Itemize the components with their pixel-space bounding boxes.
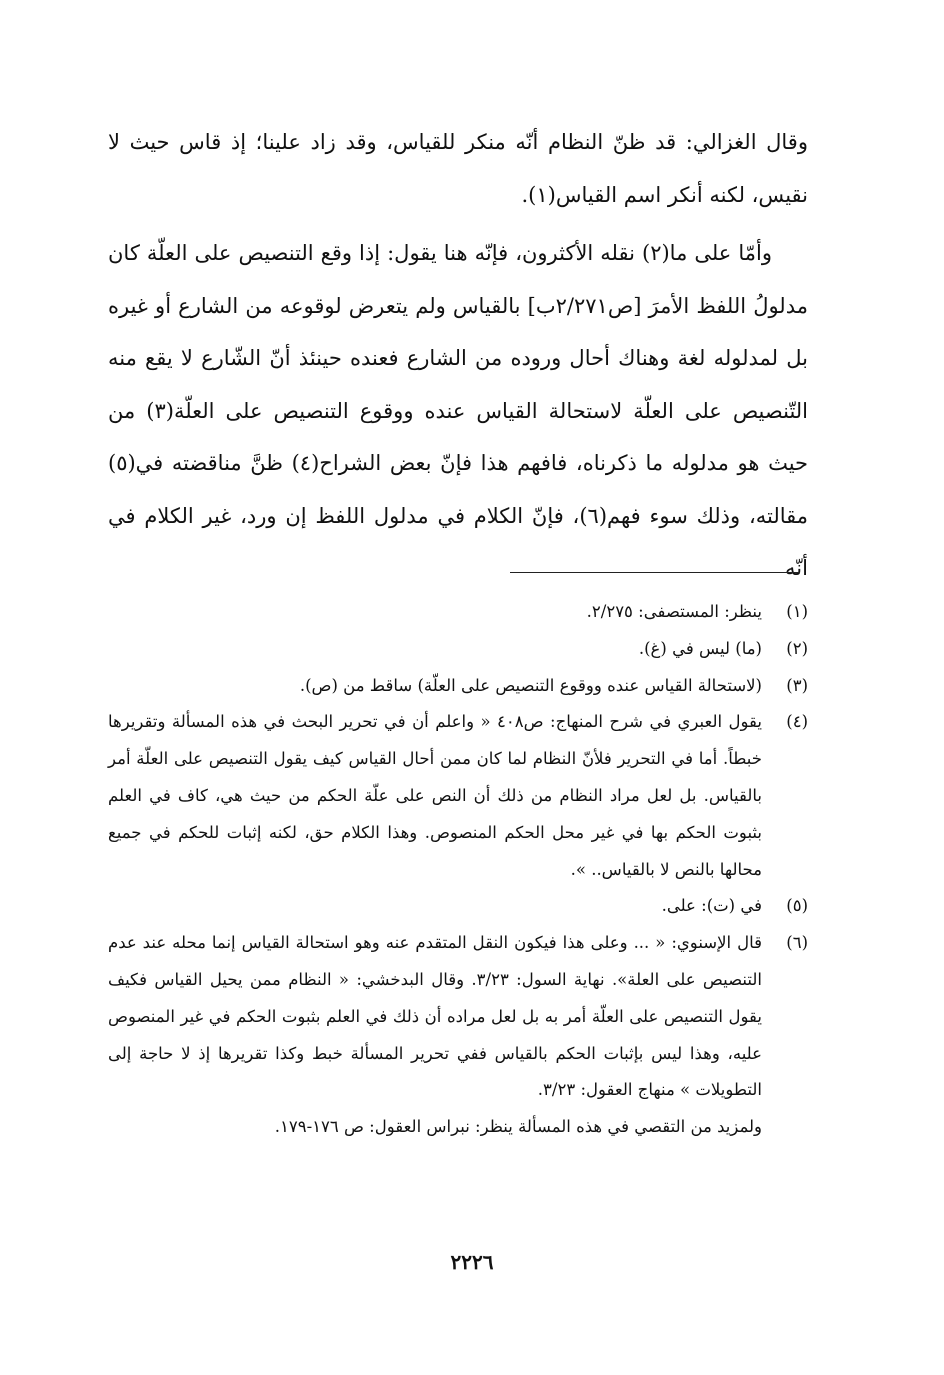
footnote	[108, 631, 808, 668]
paragraph: وأمّا على ما(٢) نقله الأكثرون، فإنّه هنا يقول: إذا وقع التنصيص على العلّة كان مدلولُ اللفظ الأمرَ [ص٢/٢٧١ب] بالقياس ولم يتعرض لوقوعه من الشارع أو غيره بل لمدلوله لغة وهناك أحال وروده من الشارع فعنده حينئذ أنّ الشّارع لا يقع منه التّنصيص على العلّة لاستحالة القياس عنده ووقوع التنصيص على العلّة(٣) من حيث هو مدلوله ما ذكرناه، فافهم هذا فإنّ بعض الشراح(٤) ظنَّ مناقضته في(٥) مقالته، وذلك سوء فهم(٦)، فإنّ الكلام في مدلول اللفظ إن ورد، غير الكلام في أنّه	[108, 241, 809, 580]
footnote-number: (٤)	[786, 712, 808, 732]
footnote-continuation: ولمزيد من التقصي في هذه المسألة ينظر: نبراس العقول: ص ١٧٦-١٧٩.	[274, 1117, 762, 1137]
footnote-number: (٥)	[786, 896, 808, 916]
footnote	[108, 888, 808, 925]
footnotes	[108, 594, 808, 1146]
footnote	[108, 925, 808, 1109]
footnote-text: (ما) ليس في (غ).	[638, 638, 762, 658]
footnote	[108, 704, 808, 888]
main-text-body	[108, 116, 808, 595]
footnote-number: (١)	[786, 602, 808, 621]
page-number: ٢٢٢٦	[450, 1250, 494, 1274]
footnote-text: (لاستحالة القياس عنده ووقوع التنصيص على العلّة) ساقط من (ص).	[299, 675, 762, 695]
footnote-text: ينظر: المستصفى: ٢/٢٧٥.	[586, 602, 762, 621]
footnote-text: في (ت): على.	[661, 896, 762, 916]
footnote-number: (٢)	[786, 638, 808, 658]
footnote-text: قال الإسنوي: « ... وعلى هذا فيكون النقل المتقدم عنه وهو استحالة القياس إنما محله عند عدم التنصيص على العلة». نهاية السول: ٣/٢٣. وقال البدخشي: « النظام ممن يحيل القياس فكيف يقول التنصيص على العلّة أمر به بل لعل مراده أن ذلك في العلم بثبوت الحكم في غير المنصوص عليه، وهذا ليس بإثبات الحكم بالقياس ففي تحرير المسألة خبط وكذا تقريرها إذ لا حاجة إلى التطويلات » منهاج العقول: ٣/٢٣.	[108, 933, 762, 1100]
footnote	[108, 668, 808, 705]
footnote-text: يقول العبري في شرح المنهاج: ص٤٠٨ « واعلم أن في تحرير البحث في هذه المسألة وتقريرها خبطاً. أما في التحرير فلأنّ النظام لما كان ممن أحال القياس كيف يقول التنصيص على العلّة أمر بالقياس. بل لعل مراد النظام من ذلك أن النص على علّة الحكم من حيث هي، كاف في العلم بثبوت الحكم بها في غير محل الحكم المنصوص. وهذا الكلام حق، لكنه إثبات للحكم في جميع محالها بالنص لا بالقياس.. ».	[108, 712, 762, 879]
footnote-number: (٣)	[786, 675, 808, 695]
paragraph: وقال الغزالي: قد ظنّ النظام أنّه منكر للقياس، وقد زاد علينا؛ إذ قاس حيث لا نقيس، لكنه أنكر اسم القياس(١).	[108, 130, 808, 207]
footnote-divider	[510, 572, 800, 573]
footnote	[108, 594, 808, 631]
footnote-number: (٦)	[786, 933, 808, 953]
